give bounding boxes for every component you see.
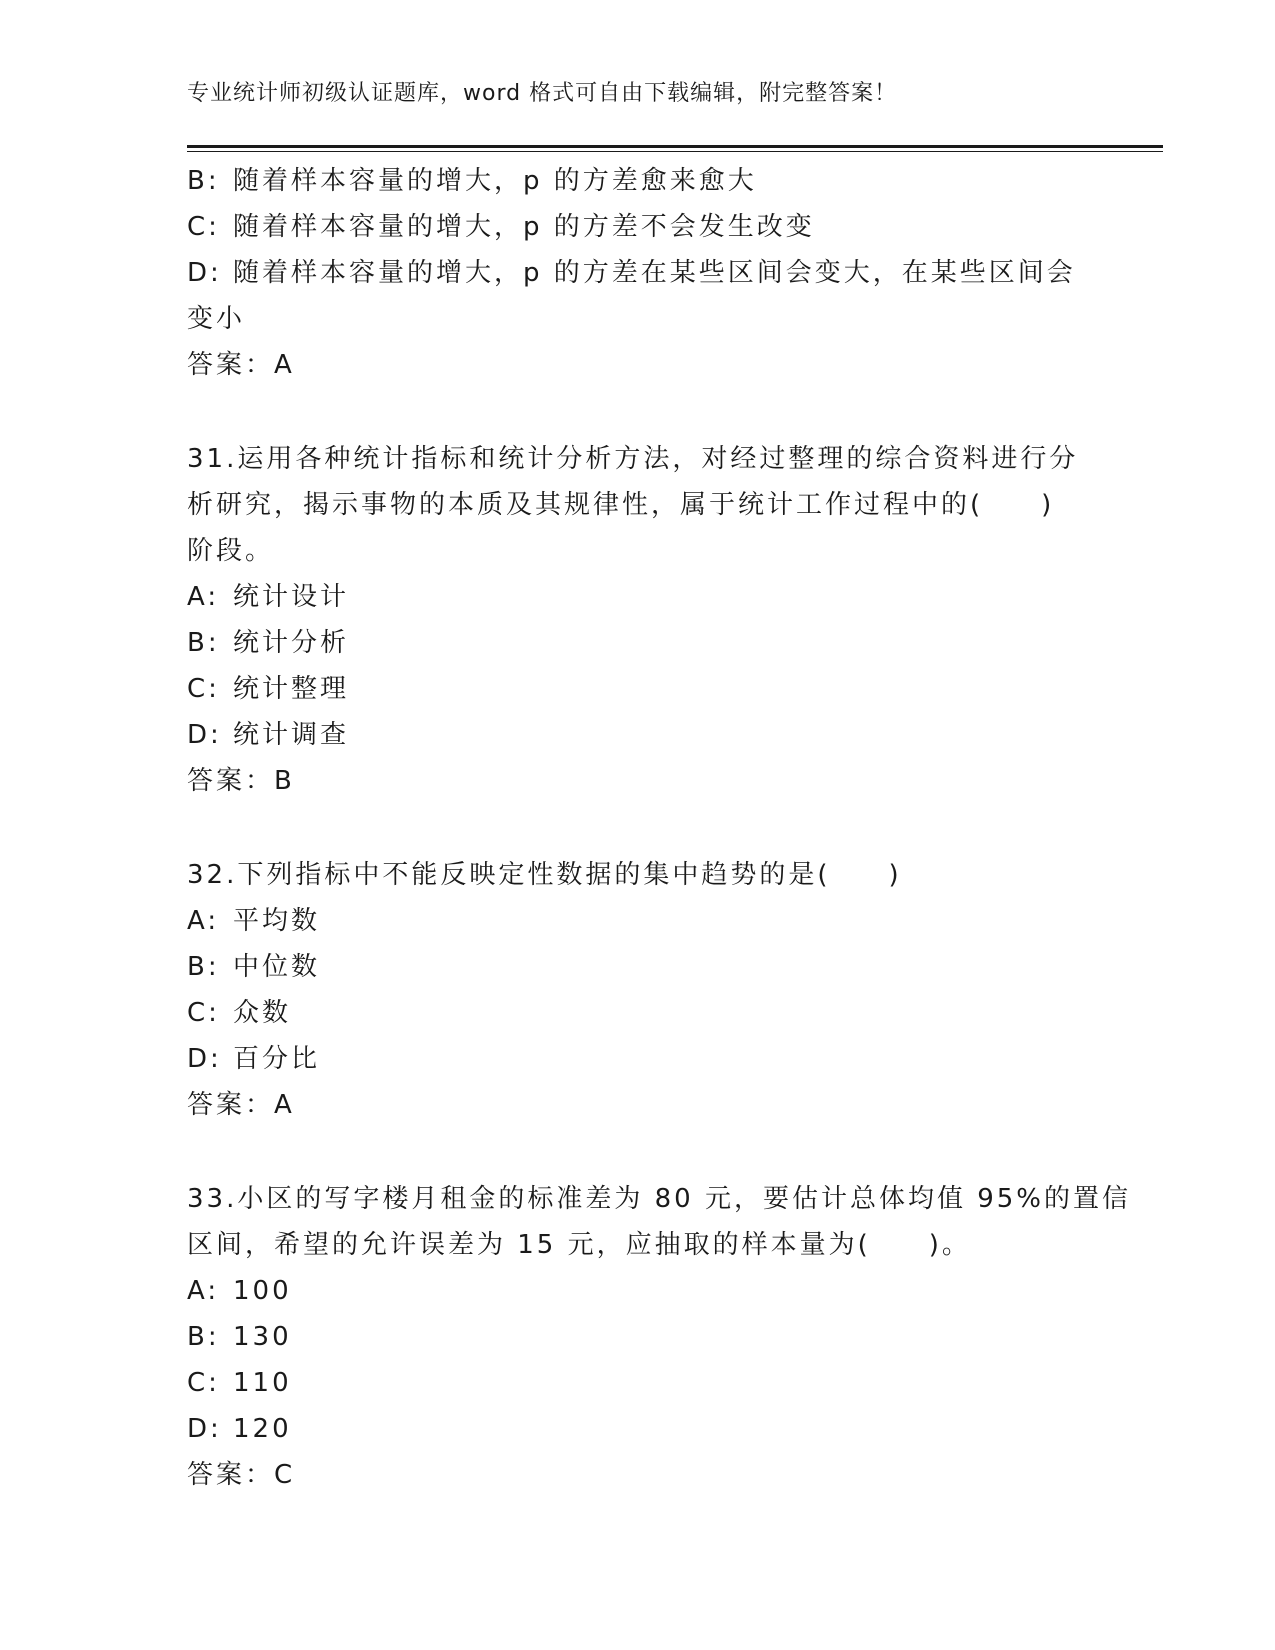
option-letter: B: (187, 952, 220, 982)
question-content (187, 158, 1132, 1498)
question-32 (187, 852, 1087, 1128)
option-c (187, 990, 1087, 1036)
previous-question-options (187, 158, 1087, 388)
header-rule-thin (187, 151, 1163, 152)
question-31 (187, 436, 1087, 804)
option-letter: D: (187, 1414, 222, 1444)
header-rule-thick (187, 145, 1163, 148)
answer: 答案：C (187, 1460, 296, 1490)
option-text: 100 (233, 1276, 292, 1306)
option-text: 随着样本容量的增大，p 的方差在某些区间会变大，在某些区间会 (233, 258, 1076, 288)
option-a (187, 1268, 1087, 1314)
option-letter: C: (187, 1368, 220, 1398)
option-text: 随着样本容量的增大，p 的方差愈来愈大 (233, 166, 757, 196)
option-letter: D: (187, 258, 222, 288)
question-stem-line: 33.小区的写字楼月租金的标准差为 80 元，要估计总体均值 95%的置信 (187, 1184, 1132, 1214)
option-letter: C: (187, 212, 220, 242)
option-letter: B: (187, 1322, 220, 1352)
option-text: 110 (233, 1368, 292, 1398)
page-header: 专业统计师初级认证题库，word 格式可自由下载编辑，附完整答案！ (187, 81, 898, 106)
answer: 答案：A (187, 350, 295, 380)
option-text: 统计整理 (233, 674, 350, 704)
option-letter: C: (187, 674, 220, 704)
option-d (187, 250, 1087, 296)
option-d (187, 1406, 1087, 1452)
option-text: 统计设计 (233, 582, 350, 612)
option-d (187, 712, 1087, 758)
option-text: 随着样本容量的增大，p 的方差不会发生改变 (233, 212, 815, 242)
option-c (187, 666, 1087, 712)
option-letter: D: (187, 1044, 222, 1074)
question-stem-line: 区间，希望的允许误差为 15 元，应抽取的样本量为( )。 (187, 1230, 971, 1260)
question-33 (187, 1176, 1132, 1498)
option-c (187, 204, 1087, 250)
option-text: 统计调查 (233, 720, 350, 750)
option-b (187, 1314, 1087, 1360)
question-stem-line: 阶段。 (187, 536, 275, 566)
option-a (187, 574, 1087, 620)
option-letter: D: (187, 720, 222, 750)
answer: 答案：A (187, 1090, 295, 1120)
option-b (187, 620, 1087, 666)
option-c (187, 1360, 1087, 1406)
option-text: 众数 (233, 998, 292, 1028)
option-text: 130 (233, 1322, 292, 1352)
option-b (187, 944, 1087, 990)
option-letter: B: (187, 628, 220, 658)
option-letter: A: (187, 1276, 220, 1306)
answer: 答案：B (187, 766, 295, 796)
option-d-continued: 变小 (187, 304, 246, 334)
option-text: 120 (233, 1414, 292, 1444)
option-text: 中位数 (233, 952, 321, 982)
option-b (187, 158, 1087, 204)
option-d (187, 1036, 1087, 1082)
option-letter: B: (187, 166, 220, 196)
option-text: 百分比 (233, 1044, 321, 1074)
option-a (187, 898, 1087, 944)
option-letter: A: (187, 906, 220, 936)
option-text: 统计分析 (233, 628, 350, 658)
option-letter: A: (187, 582, 220, 612)
question-stem-line: 析研究，揭示事物的本质及其规律性，属于统计工作过程中的( ) (187, 490, 1055, 520)
question-stem-line: 32.下列指标中不能反映定性数据的集中趋势的是( ) (187, 860, 902, 890)
option-letter: C: (187, 998, 220, 1028)
question-stem-line: 31.运用各种统计指标和统计分析方法，对经过整理的综合资料进行分 (187, 444, 1079, 474)
option-text: 平均数 (233, 906, 321, 936)
